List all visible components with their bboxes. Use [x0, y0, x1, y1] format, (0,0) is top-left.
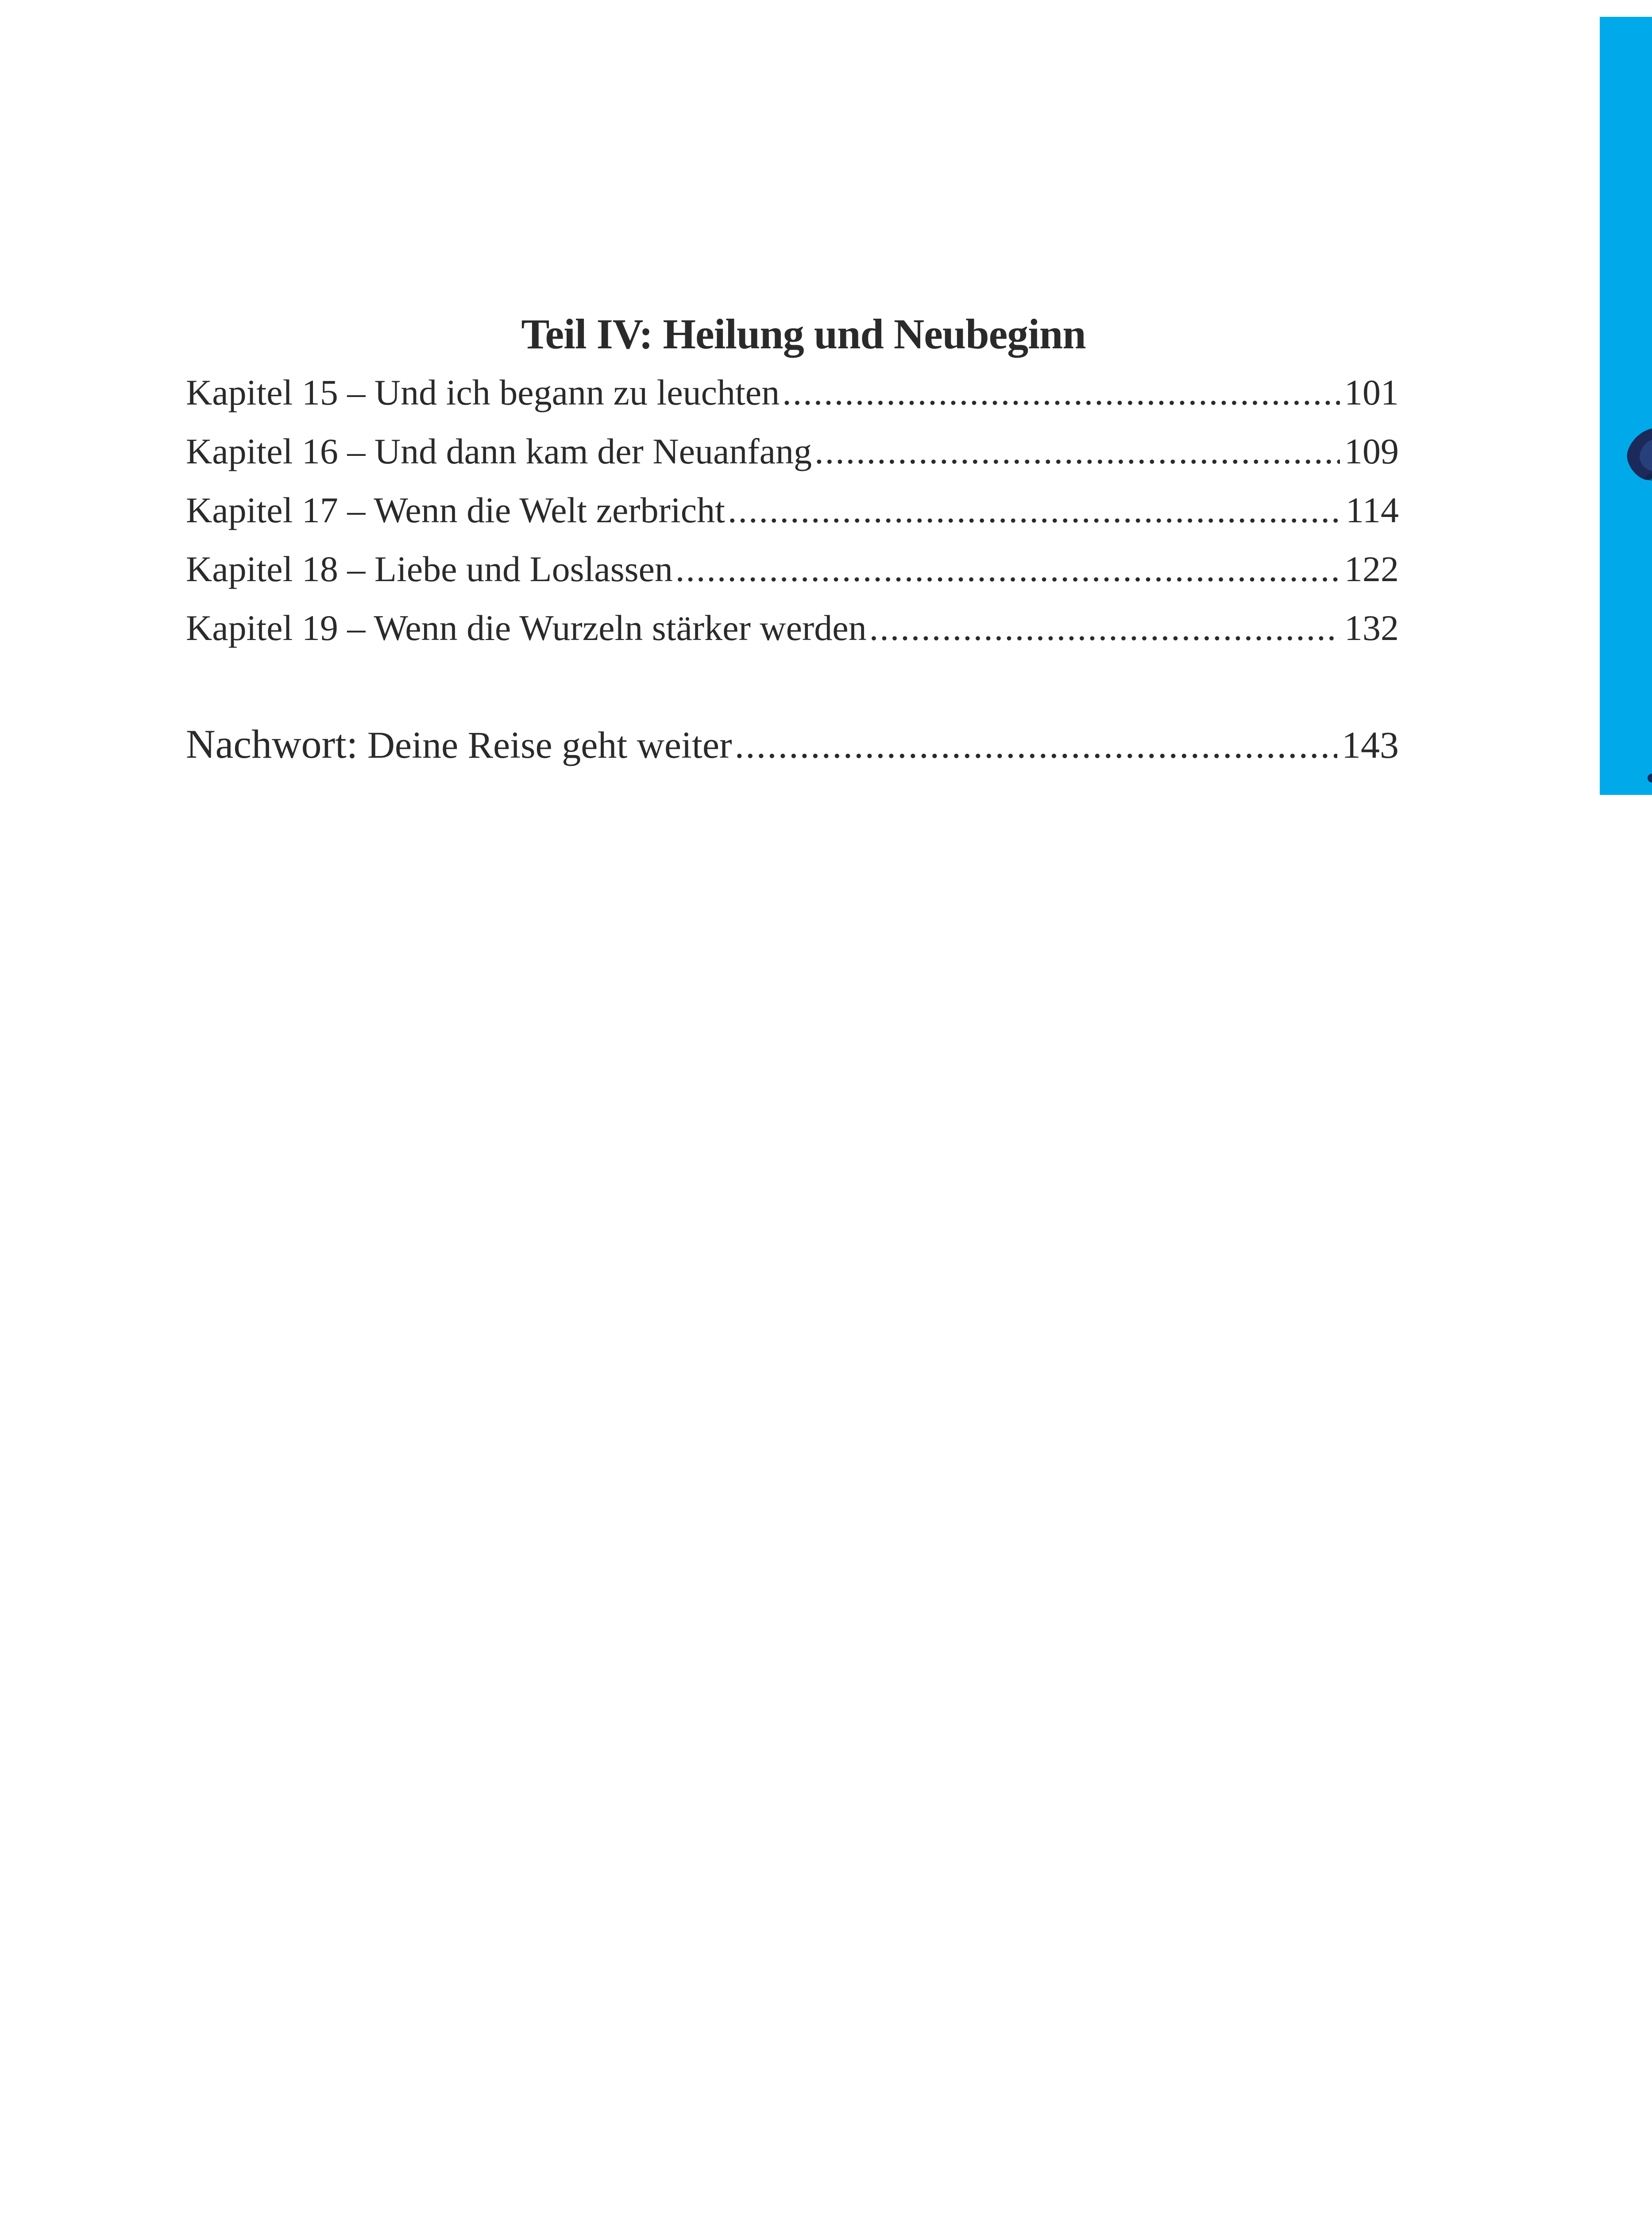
toc-entry-label: Kapitel 19 – Wenn die Wurzeln stärker werden: [186, 608, 867, 648]
toc-entry-label: Kapitel 18 – Liebe und Loslassen: [186, 549, 673, 589]
section-title: Teil IV: Heilung und Neubeginn: [521, 310, 1086, 358]
afterword-page: 143: [1342, 724, 1399, 766]
toc-entry-page: 109: [1344, 431, 1399, 471]
toc-entry-page: 101: [1344, 372, 1399, 413]
butterfly-icon: [1627, 428, 1652, 481]
toc-entry-19[interactable]: [186, 598, 1399, 657]
dot-leader: [782, 363, 1340, 422]
table-of-contents: [186, 305, 1399, 775]
toc-entry-16[interactable]: [186, 422, 1399, 481]
afterword-label-rest: Deine Reise geht weiter: [367, 724, 732, 766]
toc-entry-15[interactable]: [186, 363, 1399, 422]
cover-edge-strip: [1600, 17, 1652, 795]
dot-leader: [814, 422, 1340, 481]
cover-edge-graphic: [1600, 17, 1652, 795]
toc-entry-afterword[interactable]: [186, 715, 1399, 775]
toc-entry-label: Kapitel 17 – Wenn die Welt zerbricht: [186, 490, 725, 530]
toc-entry-17[interactable]: [186, 481, 1399, 540]
dot-leader: [869, 598, 1340, 657]
toc-entry-label: Kapitel 15 – Und ich begann zu leuchten: [186, 372, 780, 413]
toc-entry-page: 114: [1346, 490, 1399, 530]
toc-entry-label: Kapitel 16 – Und dann kam der Neuanfang: [186, 431, 812, 471]
dot-leader: [728, 481, 1341, 540]
afterword-label: [186, 715, 732, 775]
afterword-label-main: Nachwort:: [186, 721, 358, 767]
dot-leader: [675, 540, 1340, 598]
toc-entry-page: 122: [1344, 549, 1399, 589]
cover-dot: [1648, 774, 1652, 783]
toc-entry-page: 132: [1344, 608, 1399, 648]
toc-entry-18[interactable]: [186, 540, 1399, 598]
dot-leader: [735, 716, 1337, 775]
